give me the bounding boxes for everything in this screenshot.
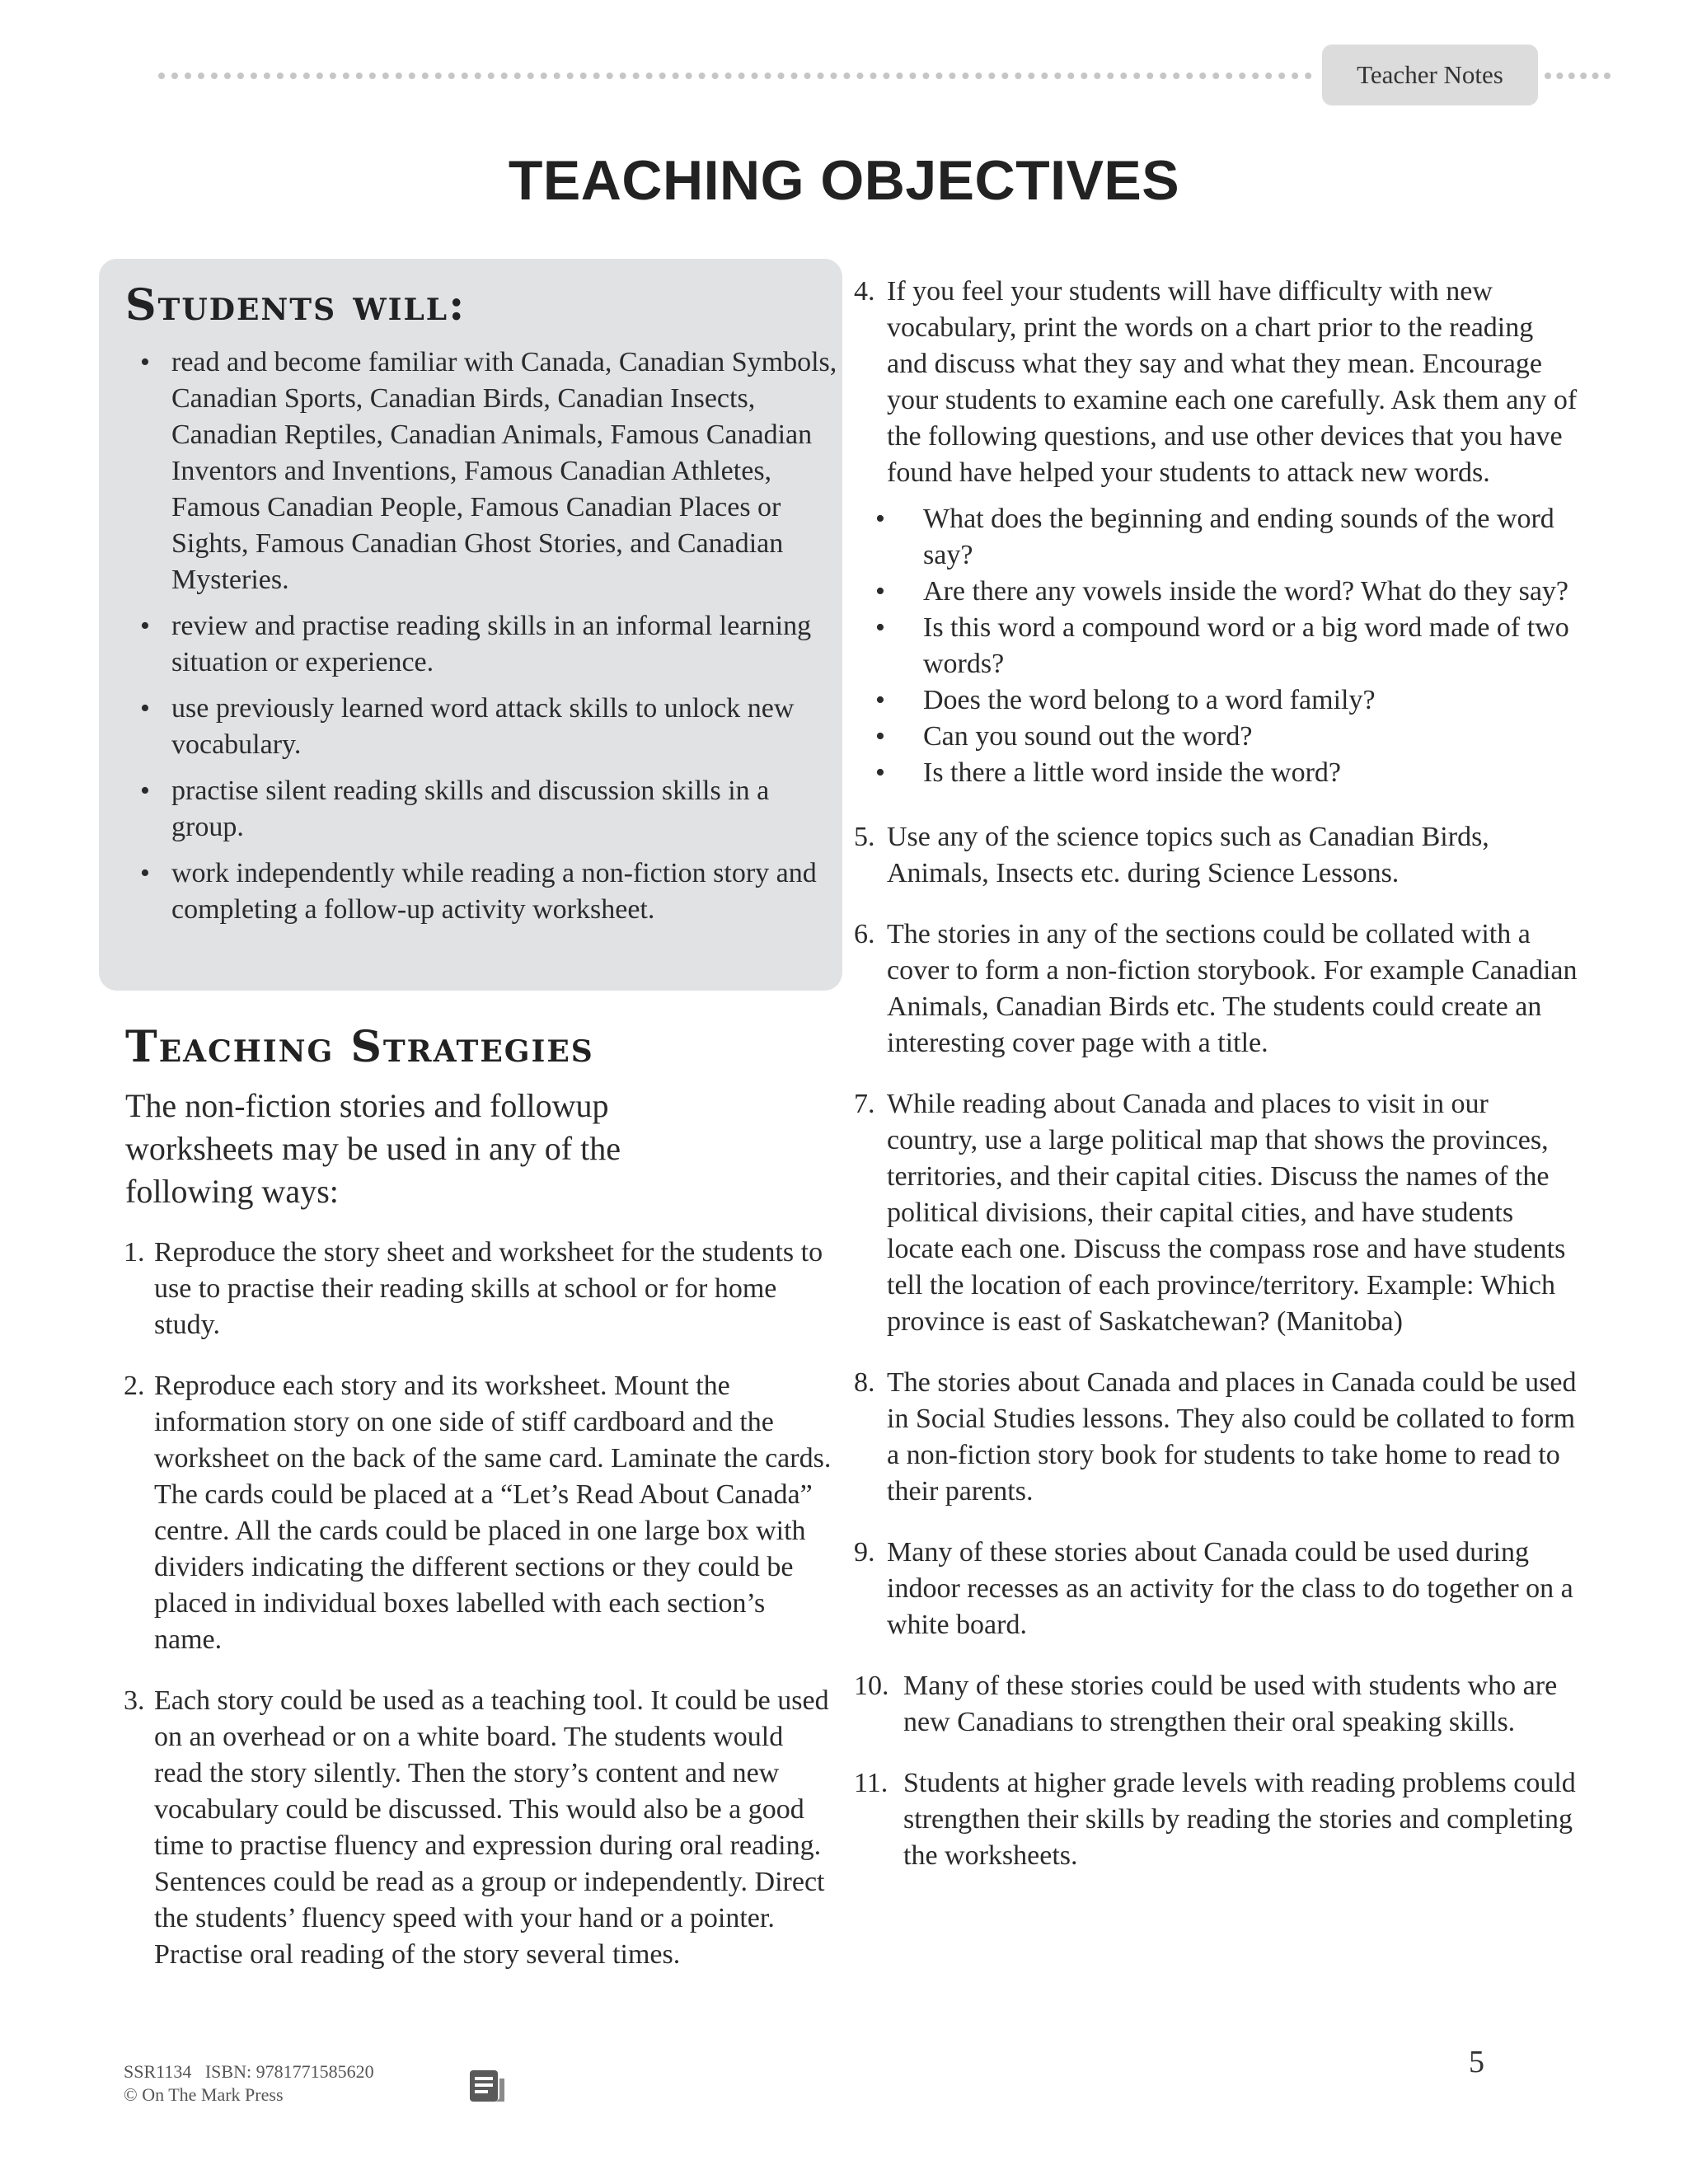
- strategies-list-right: [854, 274, 1579, 1899]
- footer-publication-info: [124, 2060, 374, 2107]
- list-item: [854, 274, 1579, 791]
- list-item: [854, 1086, 1579, 1340]
- students-will-heading: Students will:: [125, 280, 467, 330]
- item-text: The stories in any of the sections could be collated with a cover to form a non-fiction storybook. For example Canadian Animals, Canadian Birds etc. The students could create an interesting cover page with a title.: [887, 919, 1578, 1058]
- item-text: The stories about Canada and places in Canada could be used in Social Studies lessons. They also could be collated to form a non-fiction story book for students to take home to read to their parents.: [887, 1367, 1577, 1507]
- list-item: • Is this word a compound word or a big word made of two words?: [854, 610, 1579, 682]
- list-item: • review and practise reading skills in an informal learning situation or experience.: [125, 608, 842, 681]
- list-item: • practise silent reading skills and discussion skills in a group.: [125, 773, 842, 846]
- worksheet-icon: [468, 2069, 506, 2103]
- teaching-strategies-heading: Teaching Strategies: [125, 1022, 594, 1072]
- header-dotted-rule-end: [1545, 73, 1611, 79]
- list-item: • Does the word belong to a word family?: [854, 682, 1579, 719]
- list-item: • Is there a little word inside the word?: [854, 755, 1579, 791]
- students-will-list: [125, 344, 842, 938]
- strategies-list-left: [124, 1235, 832, 1998]
- list-item: [124, 1235, 832, 1343]
- footer-code: SSR1134 ISBN: 9781771585620: [124, 2061, 374, 2082]
- list-item: • use previously learned word attack skills to unlock new vocabulary.: [125, 691, 842, 763]
- header-dotted-rule: [158, 73, 1312, 79]
- item-number: 9.: [854, 1537, 875, 1568]
- item-number: 2.: [124, 1371, 145, 1401]
- item-number: 7.: [854, 1089, 875, 1119]
- item-number: 10.: [854, 1671, 889, 1701]
- list-item: • read and become familiar with Canada, Canadian Symbols, Canadian Sports, Canadian Birds, Canadian Insects, Canadian Reptiles, Canadian Animals, Famous Canadian Inventors and Inventions, Famous Canadian Athletes, Famous Canadian People, Famous Canadian Places or Sights, Famous Canadian Ghost Stories, and Canadian Mysteries.: [125, 344, 842, 598]
- item-text: Each story could be used as a teaching tool. It could be used on an overhead or on a white board. The students would read the story silently. Then the story’s content and new vocabulary could be discussed. This would also be a good time to practise fluency and expression during oral reading. Sentences could be read as a group or independently. Direct the students’ fluency speed with your hand or a pointer. Practise oral reading of the story several times.: [154, 1685, 829, 1970]
- list-item: [124, 1683, 832, 1973]
- item-number: 4.: [854, 276, 875, 307]
- item-number: 1.: [124, 1237, 145, 1268]
- item-text: Students at higher grade levels with reading problems could strengthen their skills by reading the stories and completing the worksheets.: [903, 1768, 1576, 1871]
- item-number: 11.: [854, 1768, 889, 1798]
- list-item: • What does the beginning and ending sounds of the word say?: [854, 501, 1579, 574]
- teacher-notes-tab: Teacher Notes: [1322, 45, 1538, 105]
- item-number: 8.: [854, 1367, 875, 1398]
- item-text: Reproduce each story and its worksheet. Mount the information story on one side of stiff cardboard and the worksheet on the back of the same card. Laminate the cards. The cards could be placed at a “Let’s Read About Canada” centre. All the cards could be placed in one large box with dividers indicating the different sections or they could be placed in individual boxes labelled with each section’s name.: [154, 1371, 832, 1655]
- list-item: • work independently while reading a non-fiction story and completing a follow-up activity worksheet.: [125, 855, 842, 928]
- list-item: • Can you sound out the word?: [854, 719, 1579, 755]
- item-text: Use any of the science topics such as Canadian Birds, Animals, Insects etc. during Science Lessons.: [887, 822, 1489, 888]
- item-text: Many of these stories could be used with students who are new Canadians to strengthen their oral speaking skills.: [903, 1671, 1558, 1737]
- teaching-strategies-intro: The non-fiction stories and followup worksheets may be used in any of the following ways:: [125, 1087, 621, 1210]
- item-text: Reproduce the story sheet and worksheet for the students to use to practise their reading skills at school or for home study.: [154, 1237, 823, 1340]
- page-number: 5: [1469, 2045, 1484, 2079]
- item-number: 5.: [854, 822, 875, 852]
- list-item: [854, 1365, 1579, 1510]
- list-item: [854, 1535, 1579, 1643]
- list-item: [124, 1368, 832, 1658]
- list-item: [854, 1668, 1579, 1741]
- page-title: TEACHING OBJECTIVES: [508, 149, 1180, 212]
- list-item: • Are there any vowels inside the word? What do they say?: [854, 574, 1579, 610]
- footer-copyright: © On The Mark Press: [124, 2084, 284, 2105]
- list-item: [854, 819, 1579, 892]
- item-text: If you feel your students will have difficulty with new vocabulary, print the words on a chart prior to the reading and discuss what they say and what they mean. Encourage your students to examine each one carefully. Ask them any of the following questions, and use other devices that you have found have helped your students to attack new words.: [887, 276, 1578, 488]
- word-attack-questions: [854, 501, 1579, 791]
- item-text: While reading about Canada and places to visit in our country, use a large political map that shows the provinces, territories, and their capital cities. Discuss the names of the political divisions, their capital cities, and have students locate each one. Discuss the compass rose and have students tell the location of each province/territory. Example: Which province is east of Saskatchewan? (Manitoba): [887, 1089, 1566, 1337]
- list-item: [854, 916, 1579, 1062]
- item-number: 6.: [854, 919, 875, 949]
- item-text: Many of these stories about Canada could be used during indoor recesses as an activity for the class to do together on a white board.: [887, 1537, 1573, 1640]
- item-number: 3.: [124, 1685, 145, 1716]
- list-item: [854, 1765, 1579, 1874]
